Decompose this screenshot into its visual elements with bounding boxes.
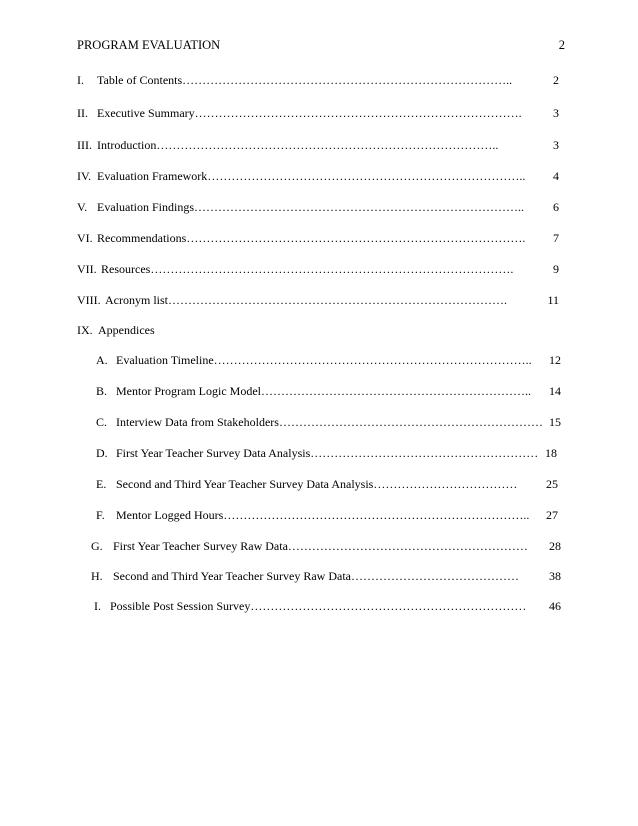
toc-leader: …………………………………………………………………….. — [207, 169, 526, 183]
toc-item-page: 28 — [549, 539, 561, 553]
toc-item-page: 4 — [553, 169, 559, 183]
toc-item-page: 15 — [549, 415, 561, 429]
toc-item-recommendations[interactable] — [77, 230, 559, 246]
toc-leader: …………………………………………………………………………. — [186, 231, 526, 245]
toc-item-title: Evaluation Findings — [97, 200, 194, 214]
toc-leader: ………………………………………………………………………. — [194, 106, 522, 120]
toc-leader: …………………………………………………… — [287, 539, 528, 553]
toc-item-number: C. — [96, 415, 108, 429]
toc-item-page: 18 — [545, 446, 557, 460]
toc-item-title: Evaluation Framework — [97, 169, 208, 183]
toc-item-page: 11 — [547, 293, 559, 307]
toc-item-number: D. — [96, 446, 108, 460]
toc-item-page: 14 — [549, 384, 561, 398]
toc-item-number: F. — [96, 508, 105, 522]
toc-item-table-of-contents[interactable] — [77, 72, 559, 88]
toc-item-number: I. — [77, 73, 84, 87]
toc-appendix-g[interactable] — [91, 538, 561, 554]
toc-item-number: III. — [77, 138, 92, 152]
toc-item-page: 27 — [546, 508, 558, 522]
toc-item-number: I. — [94, 599, 101, 613]
toc-appendix-i[interactable] — [94, 598, 561, 614]
toc-item-page: 7 — [553, 231, 559, 245]
page-header — [77, 38, 565, 53]
toc-item-number: E. — [96, 477, 107, 491]
toc-item-number: VIII. — [77, 293, 101, 307]
toc-item-number: G. — [91, 539, 103, 553]
toc-item-page: 6 — [553, 200, 559, 214]
toc-item-title: Interview Data from Stakeholders — [116, 415, 279, 429]
toc-item-title: First Year Teacher Survey Data Analysis — [116, 446, 311, 460]
toc-item-page: 25 — [546, 477, 558, 491]
toc-leader: ……………………………………………………………………….. — [194, 200, 524, 214]
toc-item-title: Resources — [101, 262, 151, 276]
toc-item-number: H. — [91, 569, 103, 583]
page-number: 2 — [558, 38, 565, 52]
toc-item-page: 12 — [549, 353, 561, 367]
toc-item-title: Table of Contents — [97, 73, 183, 87]
toc-item-appendices[interactable] — [77, 322, 559, 338]
toc-item-title: Acronym list — [105, 293, 168, 307]
toc-appendix-b[interactable] — [96, 383, 561, 399]
toc-item-title: Second and Third Year Teacher Survey Raw Data — [113, 569, 351, 583]
toc-item-number: V. — [77, 200, 88, 214]
toc-leader: ……………………………………………………………………….. — [182, 73, 513, 87]
toc-leader: ………………………………………………………………….. — [223, 508, 530, 522]
toc-item-page: 3 — [553, 138, 559, 152]
toc-appendix-f[interactable] — [96, 507, 558, 523]
toc-leader: ………………………………………………………….. — [260, 384, 531, 398]
toc-item-introduction[interactable] — [77, 137, 559, 153]
toc-item-title: Executive Summary — [97, 106, 195, 120]
toc-item-number: IX. — [77, 323, 93, 337]
toc-item-title: Appendices — [98, 323, 155, 337]
toc-item-evaluation-framework[interactable] — [77, 168, 559, 184]
toc-item-number: VI. — [77, 231, 93, 245]
toc-item-number: B. — [96, 384, 108, 398]
toc-item-number: IV. — [77, 169, 92, 183]
toc-leader: …………………………………… — [350, 569, 519, 583]
toc-appendix-d[interactable] — [96, 445, 557, 461]
toc-appendix-a[interactable] — [96, 352, 561, 368]
toc-item-acronym-list[interactable] — [77, 292, 559, 308]
toc-item-title: Evaluation Timeline — [116, 353, 214, 367]
toc-item-title: Mentor Program Logic Model — [116, 384, 261, 398]
toc-item-number: II. — [77, 106, 88, 120]
toc-item-resources[interactable] — [77, 261, 559, 277]
toc-leader: ………………………………………………… — [310, 446, 539, 460]
toc-leader: …………………………………………………………………………. — [168, 293, 507, 307]
running-head: PROGRAM EVALUATION — [77, 38, 221, 52]
toc-item-title: Second and Third Year Teacher Survey Data Analysis — [116, 477, 374, 491]
toc-item-evaluation-findings[interactable] — [77, 199, 559, 215]
toc-leader: …………………………………………………………… — [250, 599, 527, 613]
toc-item-page: 38 — [549, 569, 561, 583]
toc-appendix-c[interactable] — [96, 414, 561, 430]
toc-item-page: 2 — [553, 73, 559, 87]
toc-leader: ………………………………………………………………………….. — [156, 138, 499, 152]
toc-appendix-h[interactable] — [91, 568, 561, 584]
toc-item-title: Mentor Logged Hours — [116, 508, 224, 522]
toc-item-title: First Year Teacher Survey Raw Data — [113, 539, 288, 553]
toc-leader: ……………………………… — [373, 477, 518, 491]
toc-item-page: 9 — [553, 262, 559, 276]
toc-item-title: Possible Post Session Survey — [110, 599, 251, 613]
toc-item-executive-summary[interactable] — [77, 105, 559, 121]
toc-item-number: VII. — [77, 262, 97, 276]
toc-leader: …………………………………………………………………….. — [213, 353, 532, 367]
toc-item-title: Recommendations — [97, 231, 187, 245]
toc-item-page: 46 — [549, 599, 561, 613]
toc-leader: ………………………………………………………… — [278, 415, 543, 429]
toc-item-number: A. — [96, 353, 108, 367]
toc-appendix-e[interactable] — [96, 476, 558, 492]
toc-leader: ………………………………………………………………………………. — [150, 262, 514, 276]
toc-item-title: Introduction — [97, 138, 157, 152]
toc-item-page: 3 — [553, 106, 559, 120]
